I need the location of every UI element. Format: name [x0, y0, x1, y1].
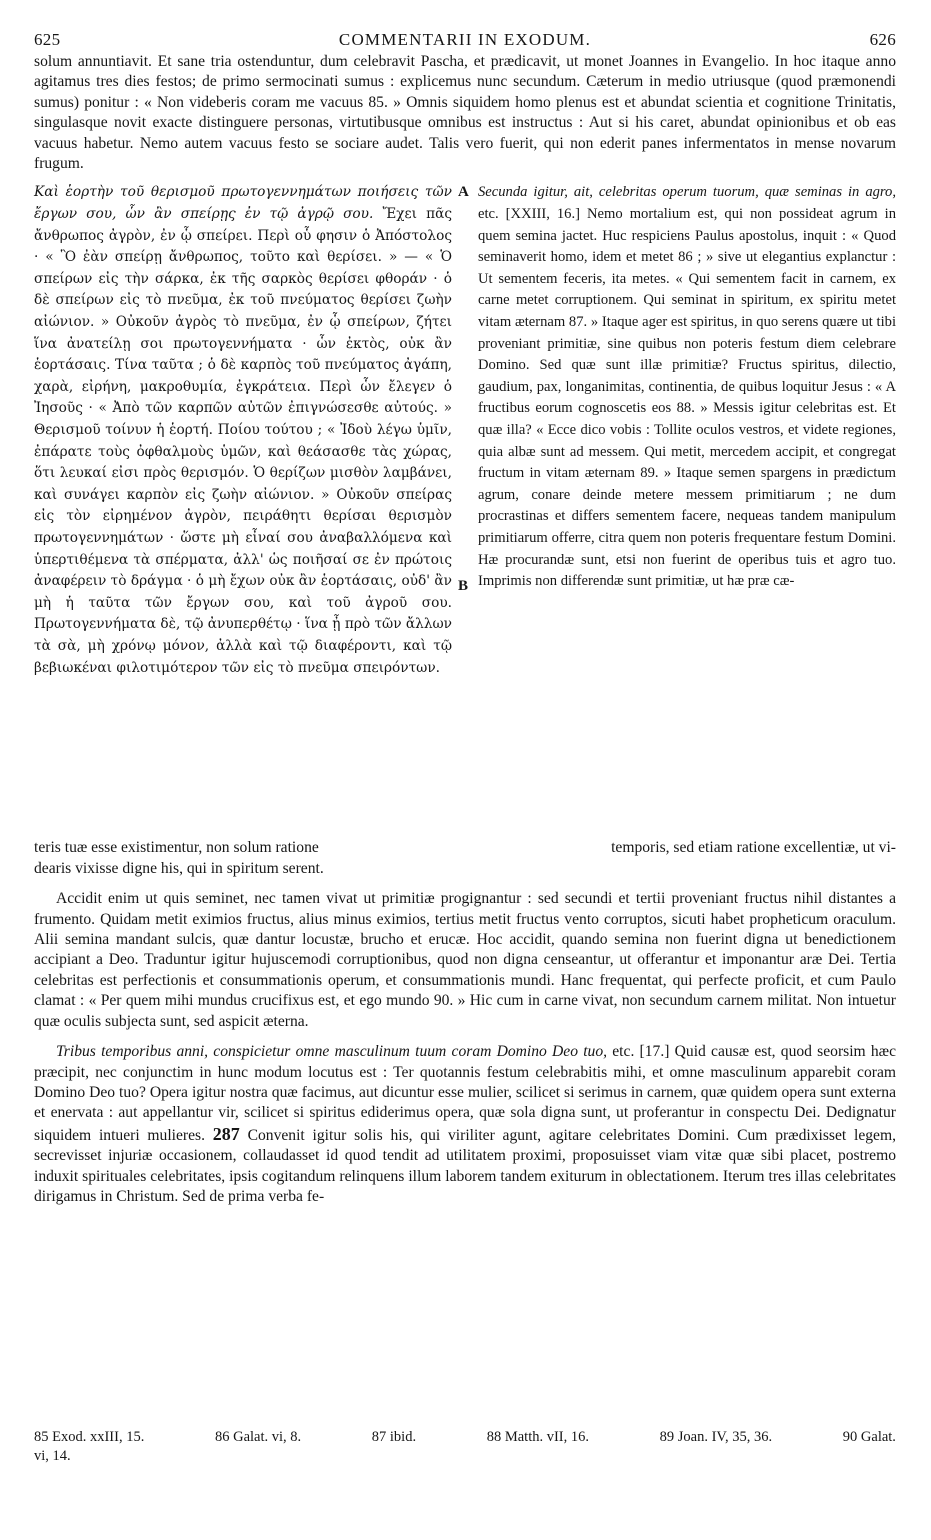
footnote-90: 90 Galat. — [842, 1429, 896, 1445]
footnote-85: 85 Exod. xxIII, 15. — [34, 1429, 145, 1445]
bridge-row — [34, 838, 896, 858]
footnote-89: 89 Joan. IV, 35, 36. — [659, 1429, 773, 1445]
bridge-left-text: teris tuæ esse existimentur, non solum ratione — [34, 839, 319, 857]
latin-column — [478, 182, 896, 592]
footnote-87: 87 ibid. — [371, 1429, 417, 1445]
opening-paragraph: solum annuntiavit. Et sane tria ostenduntur, dum celebravit Pascha, et prædicavit, ut monet Joannes in Evangelio. In hoc itaque anno agitamus tres dies festos; de primo sermocinati sumus : explicemus nunc secundum. Cæterum in medio utriusque (quod præmonendi sumus) ponitur : « Non videberis coram me vacuus 85. » Omnis siquidem homo plenus est et abundat scientia et cognitione Trinitatis, singulasque novit exacte distinguere personas, virtutibusque omnibus est instructus : Aut si his caret, abundat opinionibus et ob eas vacuus habetur. Nemo autem vacuus festo se sociare audet. Talis vero fuerit, qui non ederit panes infermentatos in mense novarum frugum. — [34, 53, 896, 173]
running-head — [34, 30, 896, 52]
right-column-number: 626 — [869, 30, 896, 49]
bridge-lines — [34, 838, 896, 879]
footnote-row — [34, 1428, 896, 1447]
latin-lemma: Secunda igitur, ait, celebritas operum tuorum, quæ seminas in agro, — [478, 184, 896, 201]
footnote-88: 88 Matth. vII, 16. — [486, 1429, 590, 1445]
tribus-lemma: Tribus temporibus anni, conspicietur omne masculinum tuum coram Domino Deo tuo, — [56, 1043, 608, 1061]
column-marker-a: A — [458, 184, 469, 201]
paragraph-accidit: Accidit enim ut quis seminet, nec tamen vivat ut primitiæ progignantur : sed secundi et tertii proveniant fructus nihil distantes a frumento. Quidam metit eximios fructus, alius minus eximios, tertius metit fructus vento corruptos, sicuti habet propheticum oraculum. Alii semina mandant sulcis, quæ dantur locustæ, brucho et erucæ. Hoc accidit, quando semina non fuerint digna ut benedictionem accipiant a Deo. Traduntur igitur hujuscemodi corruptionibus, quod non digna censeantur, ut offerantur et imponantur aræ Dei. Tertia celebritas est perfectionis et consummationis operum, et consummationis mundi. Hanc frequentat, qui perfecte proficit, et cum Paulo clamat : « Per quem mihi mundus crucifixus est, et ego mundo 90. » Hic cum in carne vivat, non secundum carnem militat. Non intuetur quæ oculis subjecta sunt, sed aspicit æterna. — [34, 890, 896, 1030]
footnotes — [34, 1428, 896, 1466]
two-column-section — [34, 182, 896, 838]
greek-commentary: Ἔχει πᾶς ἄνθρωπος ἀγρὸν, ἐν ᾧ σπείρει. Περὶ οὗ φησιν ὁ Ἀπόστολος · « Ὃ ἐὰν σπείρῃ ἄνθρωπος, τοῦτο καὶ θερίσει. » — « Ὁ σπείρων εἰς τὴν σάρκα, ἐκ τῆς σαρκὸς θερίσει φθοράν · ὁ δὲ σπείρων εἰς τὸ πνεῦμα, ἐκ τοῦ πνεύματος θερίσει ζωὴν αἰώνιον. » Οὐκοῦν ἀγρὸς τὸ πνεῦμα, ἐν ᾧ σπείρων, ζήτει ἵνα ἀνατείλῃ σοι πρωτογεννήματα · ὧν ἐκτὸς, οὐκ ἂν ἑορτάσαις. Τίνα ταῦτα ; ὁ δὲ καρπὸς τοῦ πνεύματος ἀγάπη, χαρὰ, εἰρήνη, μακροθυμία, ἐγκράτεια. Περὶ ὧν ἔλεγεν ὁ Ἰησοῦς · « Ἀπὸ τῶν καρπῶν αὐτῶν ἐπιγνώσεσθε αὐτούς. » Θερισμοῦ τοίνυν ἡ ἑορτή. Ποίου τούτου ; « Ἰδοὺ λέγω ὑμῖν, ἐπάρατε τοὺς ὀφθαλμοὺς ὑμῶν, καὶ θεάσασθε τὰς χώρας, ὅτι λευκαί εἰσι πρὸς θερισμόν. Ὁ θερίζων μισθὸν λαμβάνει, καὶ συνάγει καρπὸν εἰς ζωὴν αἰώνιον. » Οὐκοῦν σπείρας εἰς τὸν εἰρημένον ἀγρὸν, πειράθητι θερίσαι θερισμὸν πρωτογεννημάτων · ὥστε μὴ εἶναί σου ἀναβαλλόμενα καὶ ὑπερτιθέμενα τὰ σπέρματα, ἀλλ' ὡς ποιῆσαί σε ἐν πρώτοις ἀναφέρειν τὸ δράγμα · ὁ μὴ ἔχων οὐκ ἂν ἑορτάσαις, οὐδ' ἂν μὴ ἡ ταῦτα τῶν ἔργων σου, καὶ τοῦ ἀγροῦ σου. Πρωτογεννήματα δὲ, τῷ ἀνυπερθέτῳ · ἵνα ᾖ πρὸ τῶν ἄλλων τὰ σὰ, μὴ χρόνῳ μόνον, ἀλλὰ καὶ τῷ διαφέροντι, καὶ τῷ βεβιωκέναι φιλοτιμότερον τῶν εἰς τὸ πνεῦμα σπειρόντων. — [34, 206, 452, 676]
latin-commentary: etc. [XXIII, 16.] Nemo mortalium est, qui non possideat agrum in quem semina jactet. Huc respiciens Paulus apostolus, inquit : « Quod seminaverit homo, idem et metet 86 ; » sive ut elegantius explanctur : Ut sementem feceris, ita metes. « Qui sementem facit in carnem, ex carne metet corruptionem. Qui seminat in spiritum, ex spiritu metet vitam æternam 87. » Itaque ager est spiritus, in quo serens quære ut tibi proveniant primitiæ, sine quibus non poteris festum diem celebrare Domino. Sed quæ sunt illæ primitiæ? Fructus spiritus, dilectio, gaudium, pax, longanimitas, continentia, de quibus loquitur Jesus : « A fructibus eorum cognoscetis eos 88. » Messis igitur celebritas est. Et quæ illa? « Ecce dico vobis : Tollite oculos vestros, et videte regiones, quia albæ sunt ad messem. Qui metit, mercedem accipit, et congregat fructum in vitam æternam 89. » Itaque semen spargens in prædictum agrum, conare deinde metere messem primitiarum ; ne dum procrastinas et differs sementem facere, nequeas tandem manipulum primitiarum offerre, citra quem non poteris frequentare festum Domini. Hæ procurandæ sunt, etsi non fuerint de operibus tuis et agro tuo. Imprimis non differendæ sunt primitiæ, ut hæ præ cæ- — [478, 206, 896, 590]
page-number: 287 — [212, 1123, 240, 1144]
page-title: COMMENTARII IN EXODUM. — [338, 30, 592, 49]
greek-column — [34, 182, 452, 679]
paragraph-tribus — [34, 1042, 896, 1207]
left-column-number: 625 — [34, 30, 61, 49]
bridge-right-text: temporis, sed etiam ratione excellentiæ, ut vi- — [611, 839, 896, 857]
tribus-text-before: etc. [17.] Quid causæ est, quod seorsim hæc præcipit, nec conjunctim in hunc modum locutus est : Ter quotannis festum celebrabitis mihi, et omne masculinum apparebit coram Domino Deo tuo? Opera igitur nostra quæ facimus, aut dicuntur esse mulier, scilicet si serimus in carnem, quæ quidem opera sunt externa et enervata : aut appellantur vir, scilicet si spiritus ediderimus opera, quæ sola digna sunt, ut proferantur in conspectu Dei. Dedignatur siquidem intueri mulieres. — [34, 1043, 896, 1144]
greek-lemma: Καὶ ἑορτὴν τοῦ θερισμοῦ πρωτογεννημάτων ποιήσεις τῶν ἔργων σου, ὧν ἂν σπείρῃς ἐν τῷ ἀγρῷ σου. — [34, 184, 452, 223]
footnote-86: 86 Galat. vi, 8. — [214, 1429, 302, 1445]
page-body — [34, 30, 896, 1207]
column-marker-b: B — [458, 578, 469, 595]
tribus-text-after: Convenit igitur solis his, qui viriliter agunt, agitare celebritates Domini. Cum prædixisset legem, secrevisset injuriæ occasionem, collaudasset id quod tendit ad utilitatem proximi, proposuisset viam vitæ quæ sibi placet, postremo induxit spirituales celebritates, ipsis cogitandum relinquens illum laborem tandem exiturum in oblectationem. Iterum tres illas celebritates dirigamus in Christum. Sed de prima verba fe- — [34, 1126, 897, 1205]
bridge-line-2: dearis vixisse digne his, qui in spiritum serent. — [34, 859, 324, 877]
footnote-90-continued: vi, 14. — [34, 1448, 71, 1464]
